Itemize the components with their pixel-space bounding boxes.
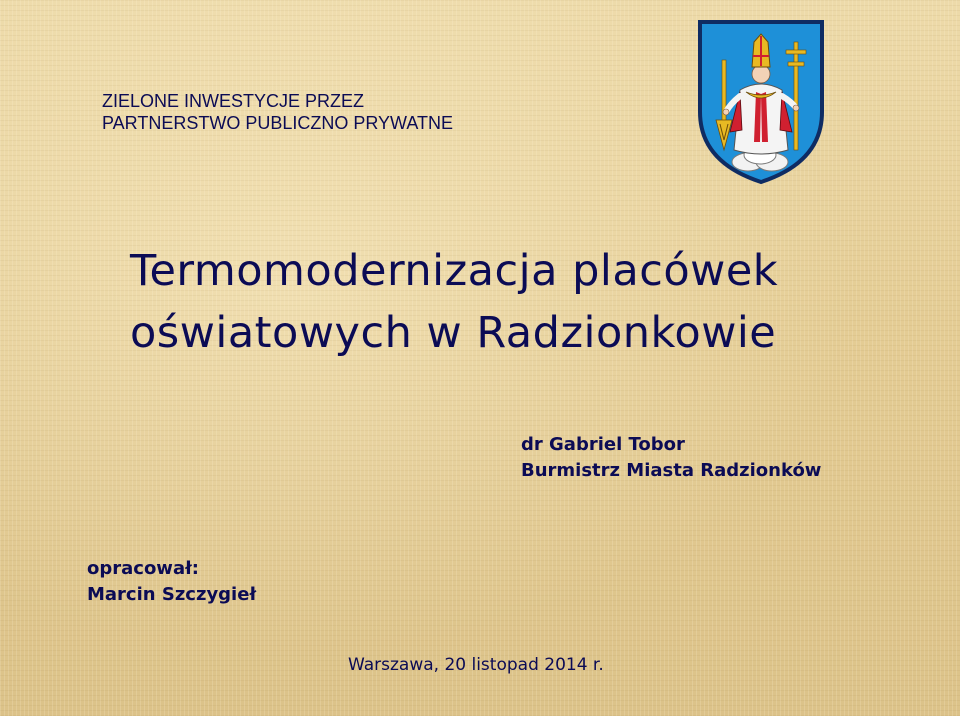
title-line-1: Termomodernizacja placówek (130, 246, 779, 296)
place-date: Warszawa, 20 listopad 2014 r. (348, 655, 604, 675)
author-role: Burmistrz Miasta Radzionków (521, 460, 822, 481)
slide-title (130, 240, 778, 364)
prepared-by-name: Marcin Szczygieł (87, 584, 257, 605)
author-block (521, 432, 821, 484)
prepared-by-block (87, 556, 256, 608)
prepared-by-label: opracował: (87, 558, 199, 579)
author-name: dr Gabriel Tobor (521, 434, 685, 455)
subtitle-line-1: ZIELONE INWESTYCJE PRZEZ (102, 91, 365, 111)
subtitle-line-2: PARTNERSTWO PUBLICZNO PRYWATNE (102, 113, 454, 133)
radzionkow-coat-of-arms-icon (690, 12, 832, 188)
slide-subtitle (102, 90, 453, 134)
title-line-2: oświatowych w Radzionkowie (130, 308, 777, 358)
